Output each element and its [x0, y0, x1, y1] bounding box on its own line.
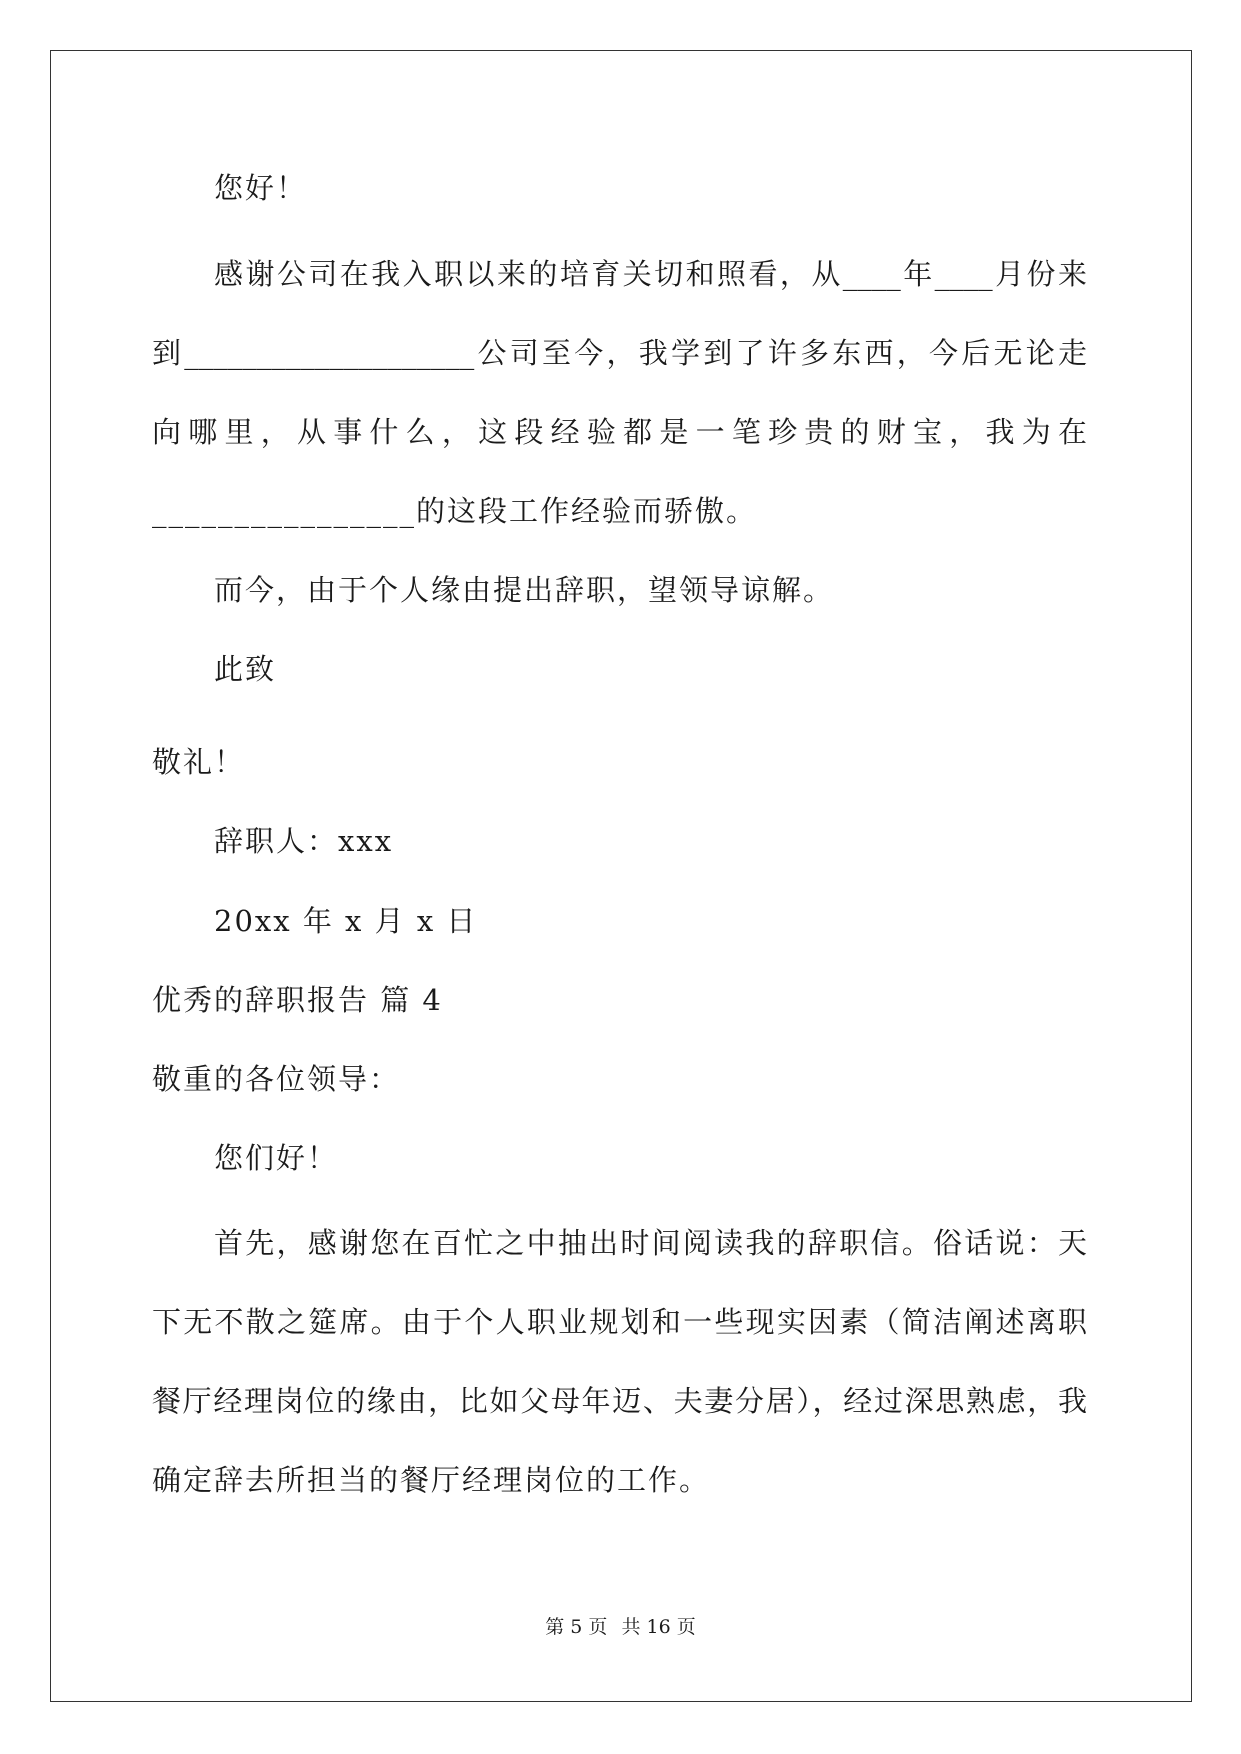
- paragraph-line: 餐厅经理岗位的缘由，比如父母年迈、夫妻分居），经过深思熟虑，我: [152, 1384, 1087, 1418]
- closing-phrase: 此致: [214, 652, 277, 686]
- recipient-line: 敬重的各位领导：: [152, 1062, 401, 1096]
- greeting: 您好！: [214, 171, 308, 205]
- paragraph-line: ________________的这段工作经验而骄傲。: [152, 494, 758, 528]
- paragraph-line: 到____________________公司至今，我学到了许多东西，今后无论走: [152, 336, 1087, 370]
- page-border: [50, 50, 1192, 1702]
- paragraph-line: 下无不散之筵席。由于个人职业规划和一些现实因素（简洁阐述离职: [152, 1305, 1087, 1339]
- paragraph-line: 首先，感谢您在百忙之中抽出时间阅读我的辞职信。俗话说：天: [214, 1226, 1087, 1260]
- signature-date: 20xx 年 x 月 x 日: [214, 904, 478, 938]
- signature-name: 辞职人：xxx: [214, 824, 394, 858]
- paragraph-line: 感谢公司在我入职以来的培育关切和照看，从____年____月份来: [214, 257, 1087, 291]
- closing-salutation: 敬礼！: [152, 745, 246, 779]
- page-total: 共 16 页: [621, 1616, 696, 1638]
- paragraph-line: 确定辞去所担当的餐厅经理岗位的工作。: [152, 1463, 711, 1497]
- page-number: 第 5 页: [545, 1616, 608, 1638]
- greeting: 您们好！: [214, 1141, 339, 1175]
- section-heading: 优秀的辞职报告 篇 4: [152, 983, 443, 1017]
- paragraph-line: 而今，由于个人缘由提出辞职，望领导谅解。: [214, 573, 835, 607]
- paragraph-line: 向哪里，从事什么，这段经验都是一笔珍贵的财宝，我为在: [152, 415, 1087, 449]
- page-footer: [0, 1615, 1241, 1639]
